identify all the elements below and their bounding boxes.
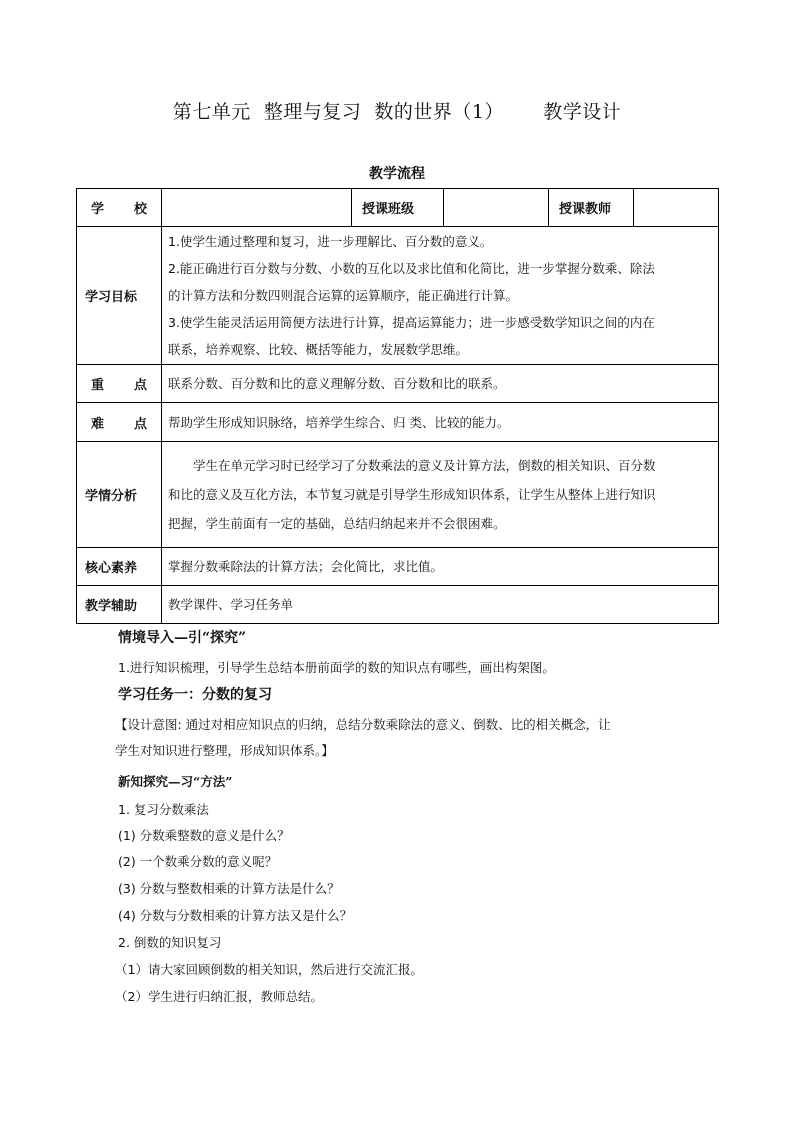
goal-line: 联系，培养观察、比较、概括等能力，发展数学思维。 bbox=[168, 342, 469, 357]
difficult-label: 难 点 bbox=[77, 403, 162, 442]
review-item: 2. 倒数的知识复习 bbox=[118, 935, 222, 950]
teacher-label: 授课教师 bbox=[549, 189, 634, 227]
analysis-line: 学生在单元学习时已经学习了分数乘法的意义及计算方法，倒数的相关知识、百分数 bbox=[193, 458, 656, 473]
goal-line: 的计算方法和分数四则混合运算的运算顺序，能正确进行计算。 bbox=[168, 288, 519, 303]
table-row-aids bbox=[77, 586, 719, 624]
table-row-core bbox=[77, 548, 719, 586]
analysis-cell bbox=[162, 442, 719, 548]
intro-heading: 情境导入—引“探究” bbox=[118, 630, 247, 646]
question-item: (1) 分数乘整数的意义是什么？ bbox=[118, 828, 290, 843]
explore-heading: 新知探究—习“方法” bbox=[118, 774, 233, 789]
design-intent-line: 学生对知识进行整理，形成知识体系。】 bbox=[115, 743, 334, 758]
school-value bbox=[162, 189, 352, 227]
table-row-difficult bbox=[77, 403, 719, 442]
document-title: 第七单元 整理与复习 数的世界（1） 教学设计 bbox=[172, 101, 622, 123]
section-subtitle: 教学流程 bbox=[369, 166, 425, 182]
intro-item: 1.进行知识梳理，引导学生总结本册前面学的数的知识点有哪些，画出构架图。 bbox=[118, 660, 555, 675]
lesson-info-table bbox=[76, 188, 719, 624]
goals-label: 学习目标 bbox=[77, 227, 162, 365]
teacher-value bbox=[634, 189, 719, 227]
class-value bbox=[444, 189, 549, 227]
class-label: 授课班级 bbox=[352, 189, 444, 227]
goals-cell bbox=[162, 227, 719, 365]
core-label: 核心素养 bbox=[77, 548, 162, 586]
school-label: 学 校 bbox=[77, 189, 162, 227]
task1-heading: 学习任务一：分数的复习 bbox=[118, 687, 272, 703]
aids-text: 教学课件、学习任务单 bbox=[162, 586, 719, 624]
analysis-line: 和比的意义及互化方法，本节复习就是引导学生形成知识体系，让学生从整体上进行知识 bbox=[168, 487, 656, 502]
analysis-line: 把握，学生前面有一定的基础，总结归纳起来并不会很困难。 bbox=[168, 516, 506, 531]
core-text: 掌握分数乘除法的计算方法；会化简比，求比值。 bbox=[162, 548, 719, 586]
key-text: 联系分数、百分数和比的意义理解分数、百分数和比的联系。 bbox=[162, 365, 719, 403]
goal-line: 1.使学生通过整理和复习，进一步理解比、百分数的意义。 bbox=[168, 234, 493, 249]
analysis-label: 学情分析 bbox=[77, 442, 162, 548]
aids-label: 教学辅助 bbox=[77, 586, 162, 624]
question-item: (4) 分数与分数相乘的计算方法又是什么？ bbox=[118, 908, 353, 923]
table-row-school bbox=[77, 189, 719, 227]
table-row-goals bbox=[77, 227, 719, 365]
question-item: (2) 一个数乘分数的意义呢？ bbox=[118, 854, 278, 869]
reciprocal-step: （2）学生进行归纳汇报，教师总结。 bbox=[115, 989, 323, 1004]
question-item: (3) 分数与整数相乘的计算方法是什么？ bbox=[118, 881, 340, 896]
table-row-analysis bbox=[77, 442, 719, 548]
key-label: 重 点 bbox=[77, 365, 162, 403]
design-intent-line: 【设计意图: 通过对相应知识点的归纳，总结分数乘除法的意义、倒数、比的相关概念，让 bbox=[115, 717, 611, 732]
reciprocal-step: （1）请大家回顾倒数的相关知识，然后进行交流汇报。 bbox=[115, 962, 423, 977]
goal-line: 2.能正确进行百分数与分数、小数的互化以及求比值和化简比，进一步掌握分数乘、除法 bbox=[168, 261, 655, 276]
difficult-text: 帮助学生形成知识脉络，培养学生综合、归 类、比较的能力。 bbox=[162, 403, 719, 442]
review-item: 1. 复习分数乘法 bbox=[118, 802, 209, 817]
table-row-key bbox=[77, 365, 719, 403]
goal-line: 3.使学生能灵活运用简便方法进行计算，提高运算能力；进一步感受数学知识之间的内在 bbox=[168, 315, 655, 330]
